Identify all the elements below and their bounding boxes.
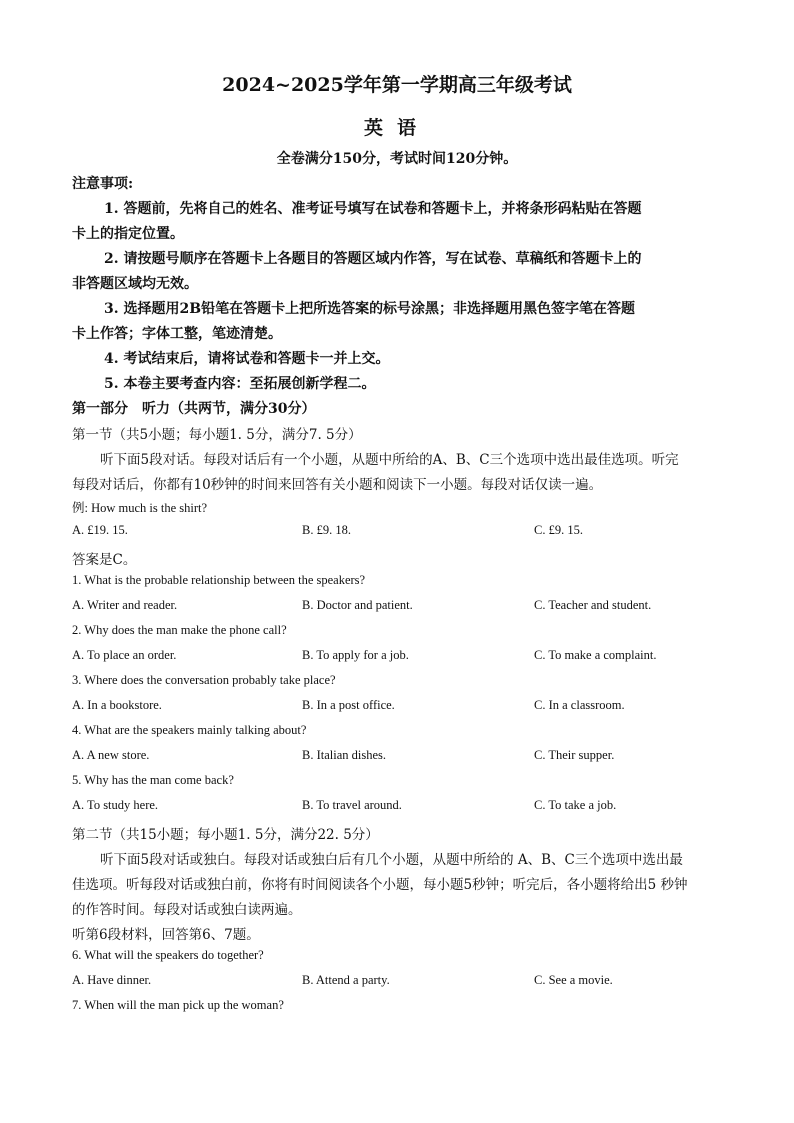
question-3: 3. Where does the conversation probably take place? <box>72 673 336 687</box>
question-3-option-c: C. In a classroom. <box>534 698 625 712</box>
section1-heading: 第一节（共5小题；每小题1. 5分，满分7. 5分） <box>72 427 362 443</box>
notice-item-1: 1. 答题前，先将自己的姓名、准考证号填写在试卷和答题卡上，并将条形码粘贴在答题 <box>104 201 642 217</box>
question-2-option-b: B. To apply for a job. <box>302 648 409 662</box>
section2-instructions-cont: 佳选项。听每段对话或独白前，你将有时间阅读各个小题，每小题5秒钟；听完后，各小题将给出5 秒钟 <box>72 877 688 893</box>
notice-heading: 注意事项: <box>72 176 134 192</box>
question-6-option-a: A. Have dinner. <box>72 973 152 987</box>
example-answer: 答案是C。 <box>72 552 137 568</box>
question-2-option-c: C. To make a complaint. <box>534 648 657 662</box>
question-7: 7. When will the man pick up the woman? <box>72 998 284 1012</box>
question-5-option-a: A. To study here. <box>72 798 159 812</box>
question-6-option-b: B. Attend a party. <box>302 973 390 987</box>
question-1-option-a: A. Writer and reader. <box>72 598 178 612</box>
question-5-option-b: B. To travel around. <box>302 798 402 812</box>
example-option-a: A. £19. 15. <box>72 523 128 537</box>
question-3-option-b: B. In a post office. <box>302 698 395 712</box>
notice-item-4: 4. 考试结束后，请将试卷和答题卡一并上交。 <box>104 351 390 367</box>
question-1-option-c: C. Teacher and student. <box>534 598 652 612</box>
notice-item-1-cont: 卡上的指定位置。 <box>72 226 184 242</box>
question-2: 2. Why does the man make the phone call? <box>72 623 287 637</box>
subject-title: 英语 <box>363 117 430 139</box>
section1-instructions: 听下面5段对话。每段对话后有一个小题，从题中所给的A、B、C三个选项中选出最佳选项。听完 <box>100 452 679 468</box>
notice-item-3-cont: 卡上作答；字体工整，笔迹清楚。 <box>72 326 282 342</box>
notice-item-3: 3. 选择题用2B铅笔在答题卡上把所选答案的标号涂黑；非选择题用黑色签字笔在答题 <box>104 301 636 317</box>
section2-heading: 第二节（共15小题；每小题1. 5分，满分22. 5分） <box>72 827 379 843</box>
question-1: 1. What is the probable relationship between the speakers? <box>72 573 366 587</box>
question-6: 6. What will the speakers do together? <box>72 948 264 962</box>
question-5: 5. Why has the man come back? <box>72 773 234 787</box>
section2-instructions-end: 的作答时间。每段对话或独白读两遍。 <box>72 902 302 918</box>
question-5-option-c: C. To take a job. <box>534 798 617 812</box>
example-option-c: C. £9. 15. <box>534 523 583 537</box>
question-4-option-c: C. Their supper. <box>534 748 615 762</box>
question-4-option-a: A. A new store. <box>72 748 150 762</box>
notice-item-2: 2. 请按题号顺序在答题卡上各题目的答题区域内作答，写在试卷、草稿纸和答题卡上的 <box>104 251 642 267</box>
exam-title: 2024~2025学年第一学期高三年级考试 <box>222 74 572 96</box>
part1-heading: 第一部分 听力（共两节，满分30分） <box>72 401 316 417</box>
question-6-option-c: C. See a movie. <box>534 973 613 987</box>
section1-instructions-cont: 每段对话后，你都有10秒钟的时间来回答有关小题和阅读下一小题。每段对话仅读一遍。 <box>72 477 603 493</box>
material-6-heading: 听第6段材料，回答第6、7题。 <box>72 927 260 943</box>
section2-instructions: 听下面5段对话或独白。每段对话或独白后有几个小题，从题中所给的 A、B、C三个选项中选出最 <box>100 852 683 868</box>
example-question: 例: How much is the shirt? <box>72 501 208 515</box>
score-info: 全卷满分150分，考试时间120分钟。 <box>276 151 518 167</box>
notice-item-2-cont: 非答题区域均无效。 <box>72 276 198 292</box>
question-4: 4. What are the speakers mainly talking about? <box>72 723 307 737</box>
question-1-option-b: B. Doctor and patient. <box>302 598 413 612</box>
question-3-option-a: A. In a bookstore. <box>72 698 162 712</box>
question-4-option-b: B. Italian dishes. <box>302 748 387 762</box>
notice-item-5: 5. 本卷主要考查内容：至拓展创新学程二。 <box>104 376 376 392</box>
question-2-option-a: A. To place an order. <box>72 648 177 662</box>
example-option-b: B. £9. 18. <box>302 523 351 537</box>
